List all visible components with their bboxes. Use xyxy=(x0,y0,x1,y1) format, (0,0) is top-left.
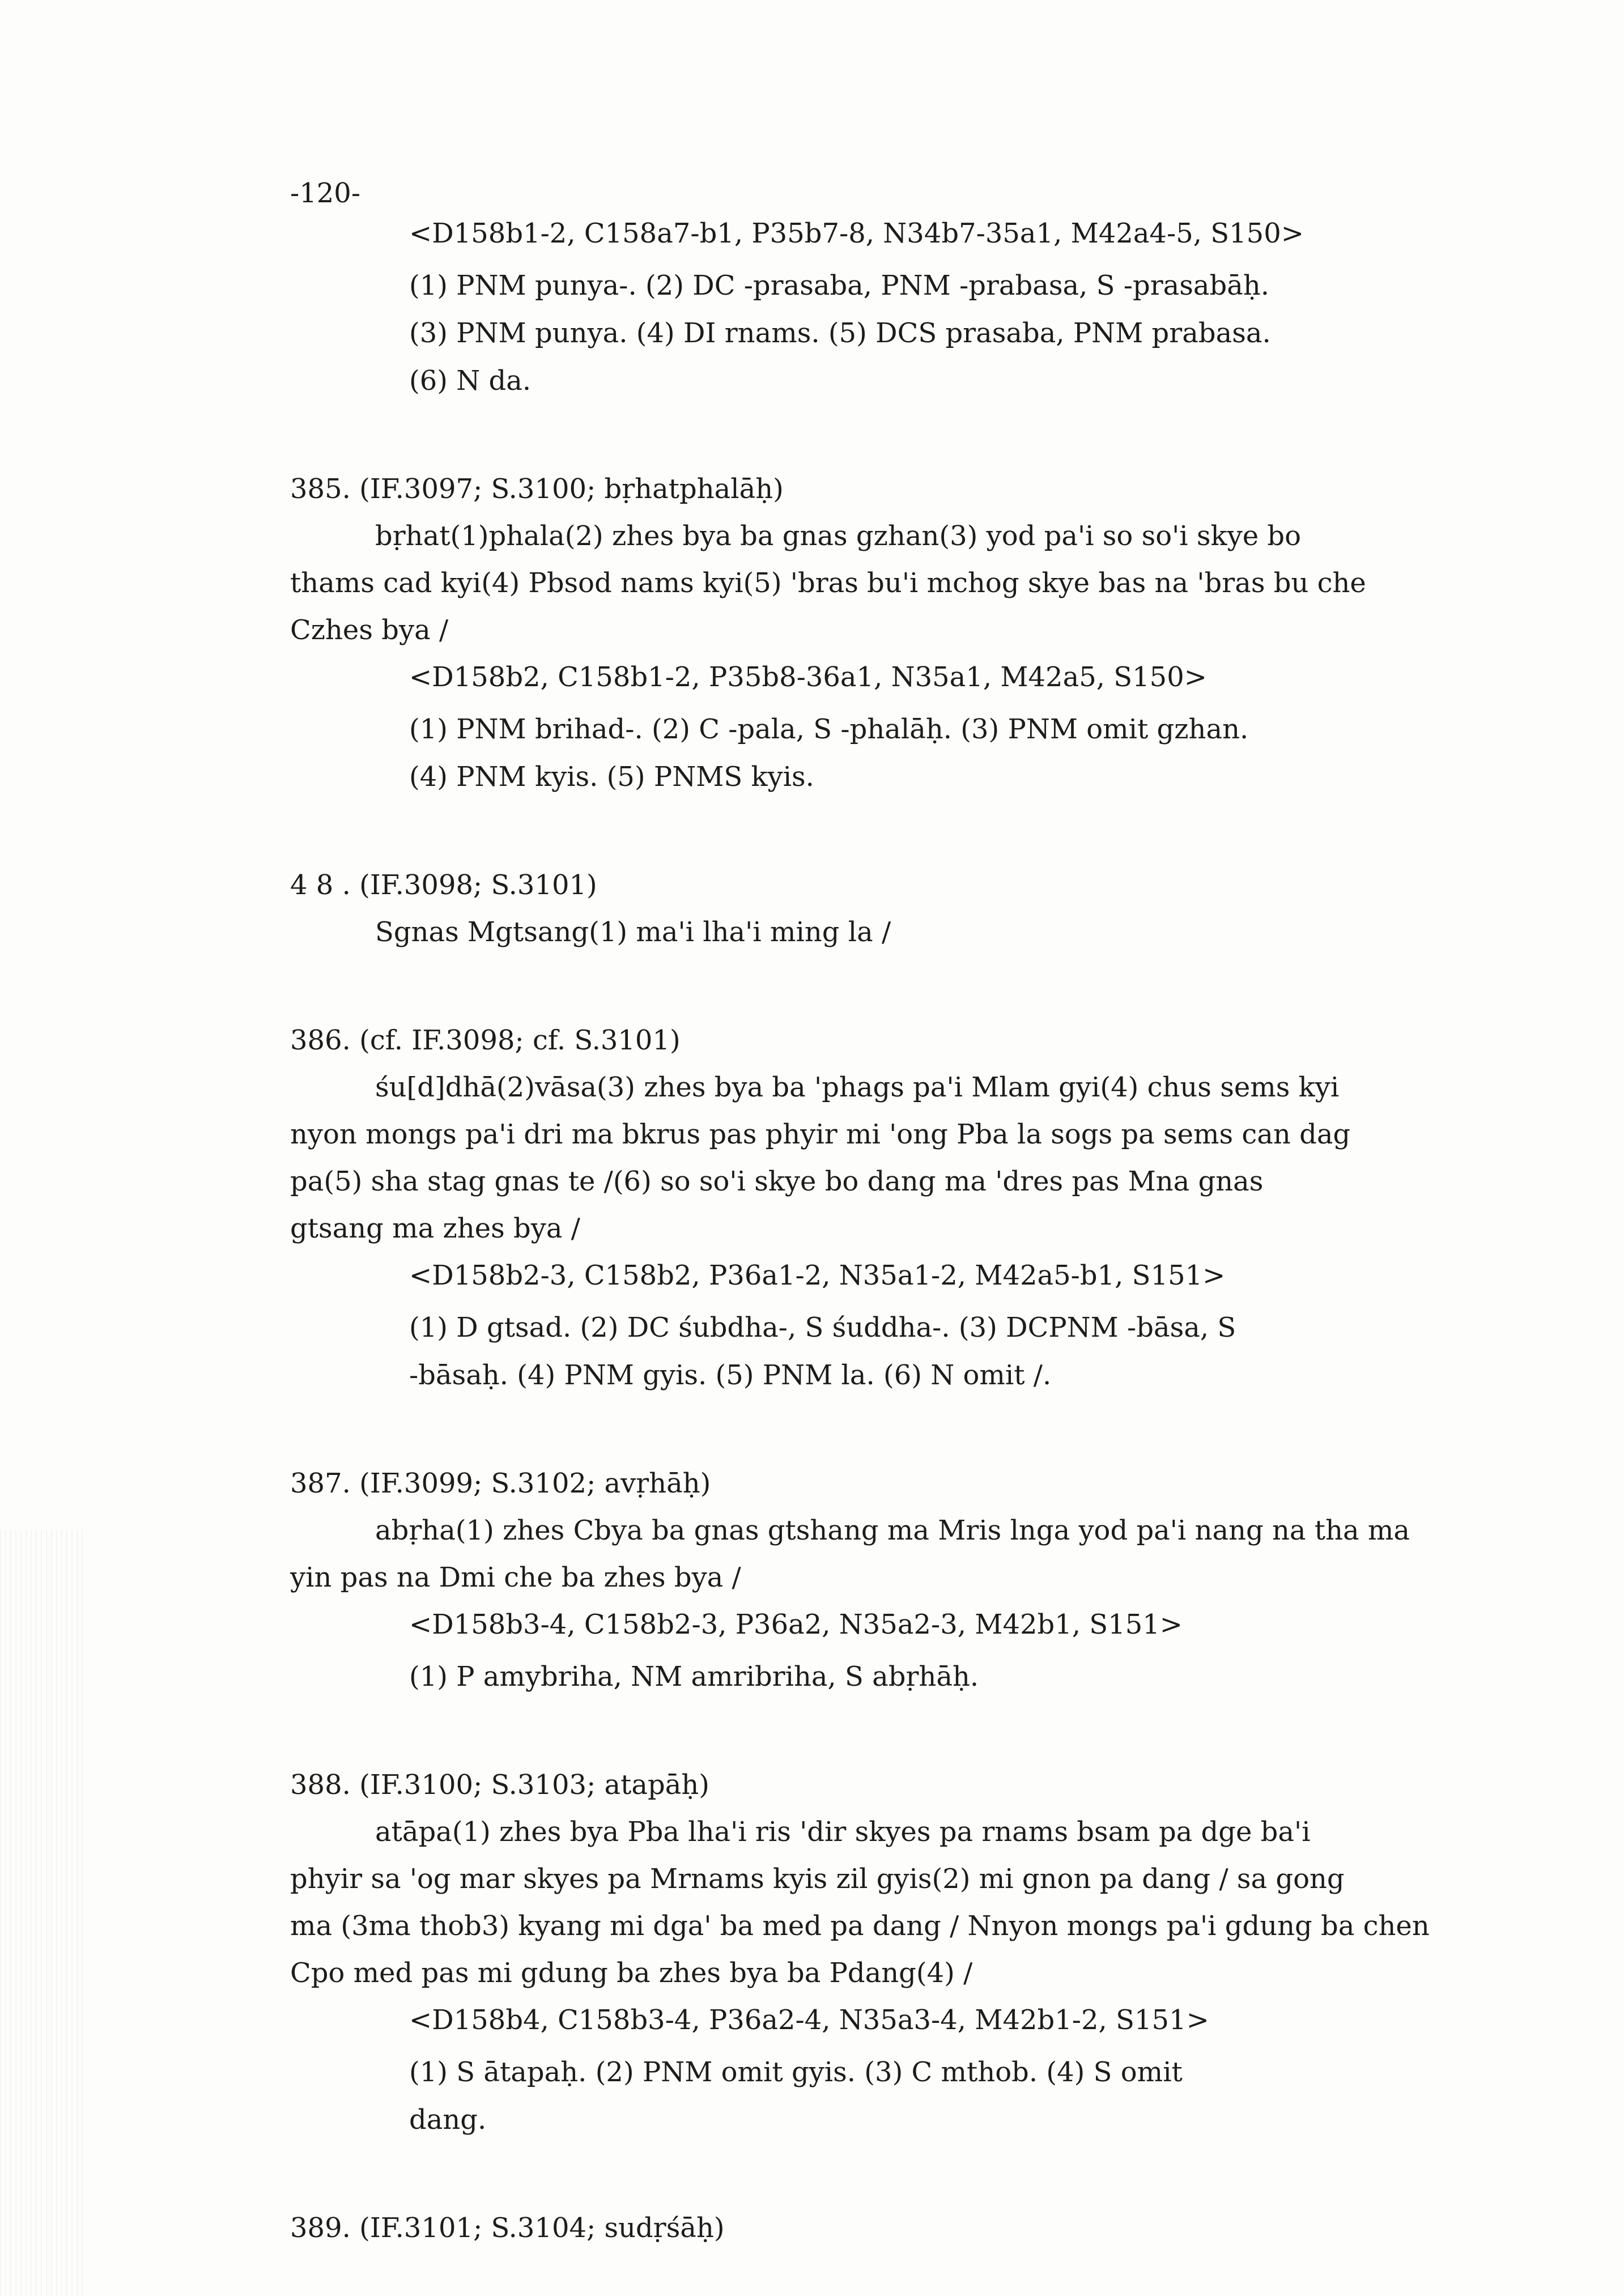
entry-reference: <D158b2, C158b1-2, P35b8-36a1, N35a1, M42a5, S150> xyxy=(409,661,1207,693)
entry-text-line: Sgnas Mgtsang(1) ma'i lha'i ming la / xyxy=(375,916,891,948)
entry-text-line: abṛha(1) zhes Cbya ba gnas gtshang ma Mris lnga yod pa'i nang na tha ma xyxy=(375,1515,1410,1546)
entry-text-line: phyir sa 'og mar skyes pa Mrnams kyis zil gyis(2) mi gnon pa dang / sa gong xyxy=(290,1863,1345,1895)
entry-text-line: nyon mongs pa'i dri ma bkrus pas phyir mi 'ong Pba la sogs pa sems can dag xyxy=(290,1119,1351,1150)
variants-list xyxy=(409,705,1565,801)
entry-text-line: ma (3ma thob3) kyang mi dga' ba med pa dang / Nnyon mongs pa'i gdung ba chen xyxy=(290,1910,1430,1942)
entry-text-line: gtsang ma zhes bya / xyxy=(290,1213,580,1244)
variant-line: -bāsaḥ. (4) PNM gyis. (5) PNM la. (6) N omit /. xyxy=(409,1359,1052,1391)
entry-text-line: Czhes bya / xyxy=(290,614,449,646)
entry-heading: 4 8 . (IF.3098; S.3101) xyxy=(290,869,597,901)
variant-line: (1) P amybriha, NM amribriha, S abṛhāḥ. xyxy=(409,1661,979,1693)
entry-reference: <D158b4, C158b3-4, P36a2-4, N35a3-4, M42b1-2, S151> xyxy=(409,2004,1209,2036)
entry-text-line: bṛhat(1)phala(2) zhes bya ba gnas gzhan(3) yod pa'i so so'i skye bo xyxy=(375,520,1302,552)
variant-line: (1) D gtsad. (2) DC śubdha-, S śuddha-. (3) DCPNM -bāsa, S xyxy=(409,1312,1236,1343)
entry-388 xyxy=(290,1762,1565,2144)
variant-line: (1) PNM punya-. (2) DC -prasaba, PNM -prabasa, S -prasabāḥ. xyxy=(409,270,1270,301)
entry-386 xyxy=(290,1017,1565,1399)
entry-389 xyxy=(290,2205,1565,2252)
page-edge-texture xyxy=(0,1530,85,2296)
variant-line: dang. xyxy=(409,2104,487,2136)
variants-list xyxy=(409,2048,1565,2144)
entry-reference: <D158b1-2, C158a7-b1, P35b7-8, N34b7-35a1, M42a4-5, S150> xyxy=(409,218,1304,249)
variant-line: (4) PNM kyis. (5) PNMS kyis. xyxy=(409,761,814,793)
variants-list xyxy=(409,262,1565,405)
variant-line: (1) S ātapaḥ. (2) PNM omit gyis. (3) C mthob. (4) S omit xyxy=(409,2056,1183,2088)
variant-line: (3) PNM punya. (4) DI rnams. (5) DCS prasaba, PNM prabasa. xyxy=(409,317,1271,349)
page-number: -120- xyxy=(290,177,361,209)
entry-385 xyxy=(290,466,1565,801)
entry-text-line: pa(5) sha stag gnas te /(6) so so'i skye bo dang ma 'dres pas Mna gnas xyxy=(290,1166,1264,1197)
entry-heading: 387. (IF.3099; S.3102; avṛhāḥ) xyxy=(290,1468,711,1499)
variant-line: (1) PNM brihad-. (2) C -pala, S -phalāḥ. (3) PNM omit gzhan. xyxy=(409,713,1249,745)
entry-heading: 389. (IF.3101; S.3104; sudṛśāḥ) xyxy=(290,2212,725,2244)
variant-line: (6) N da. xyxy=(409,365,532,397)
entry-reference: <D158b3-4, C158b2-3, P36a2, N35a2-3, M42b1, S151> xyxy=(409,1609,1183,1640)
variants-list xyxy=(409,1653,1565,1700)
entry-reference: <D158b2-3, C158b2, P36a1-2, N35a1-2, M42a5-b1, S151> xyxy=(409,1260,1226,1291)
entry-text-line: Cpo med pas mi gdung ba zhes bya ba Pdang(4) / xyxy=(290,1957,973,1989)
entry-text-line: atāpa(1) zhes bya Pba lha'i ris 'dir skyes pa rnams bsam pa dge ba'i xyxy=(375,1816,1311,1848)
entry-text-line: śu[d]dhā(2)vāsa(3) zhes bya ba 'phags pa'i Mlam gyi(4) chus sems kyi xyxy=(375,1072,1340,1103)
entry-48 xyxy=(290,862,1565,956)
entry-387 xyxy=(290,1460,1565,1700)
entry-text-line: thams cad kyi(4) Pbsod nams kyi(5) 'bras bu'i mchog skye bas na 'bras bu che xyxy=(290,567,1366,599)
page-content xyxy=(290,170,1565,2252)
entry-text-line: yin pas na Dmi che ba zhes bya / xyxy=(290,1562,741,1593)
entry-heading: 386. (cf. IF.3098; cf. S.3101) xyxy=(290,1024,681,1056)
variants-list xyxy=(409,1304,1565,1399)
entry-heading: 388. (IF.3100; S.3103; atapāḥ) xyxy=(290,1769,710,1801)
entry-prev-continuation xyxy=(290,210,1565,405)
entry-heading: 385. (IF.3097; S.3100; bṛhatphalāḥ) xyxy=(290,473,784,505)
